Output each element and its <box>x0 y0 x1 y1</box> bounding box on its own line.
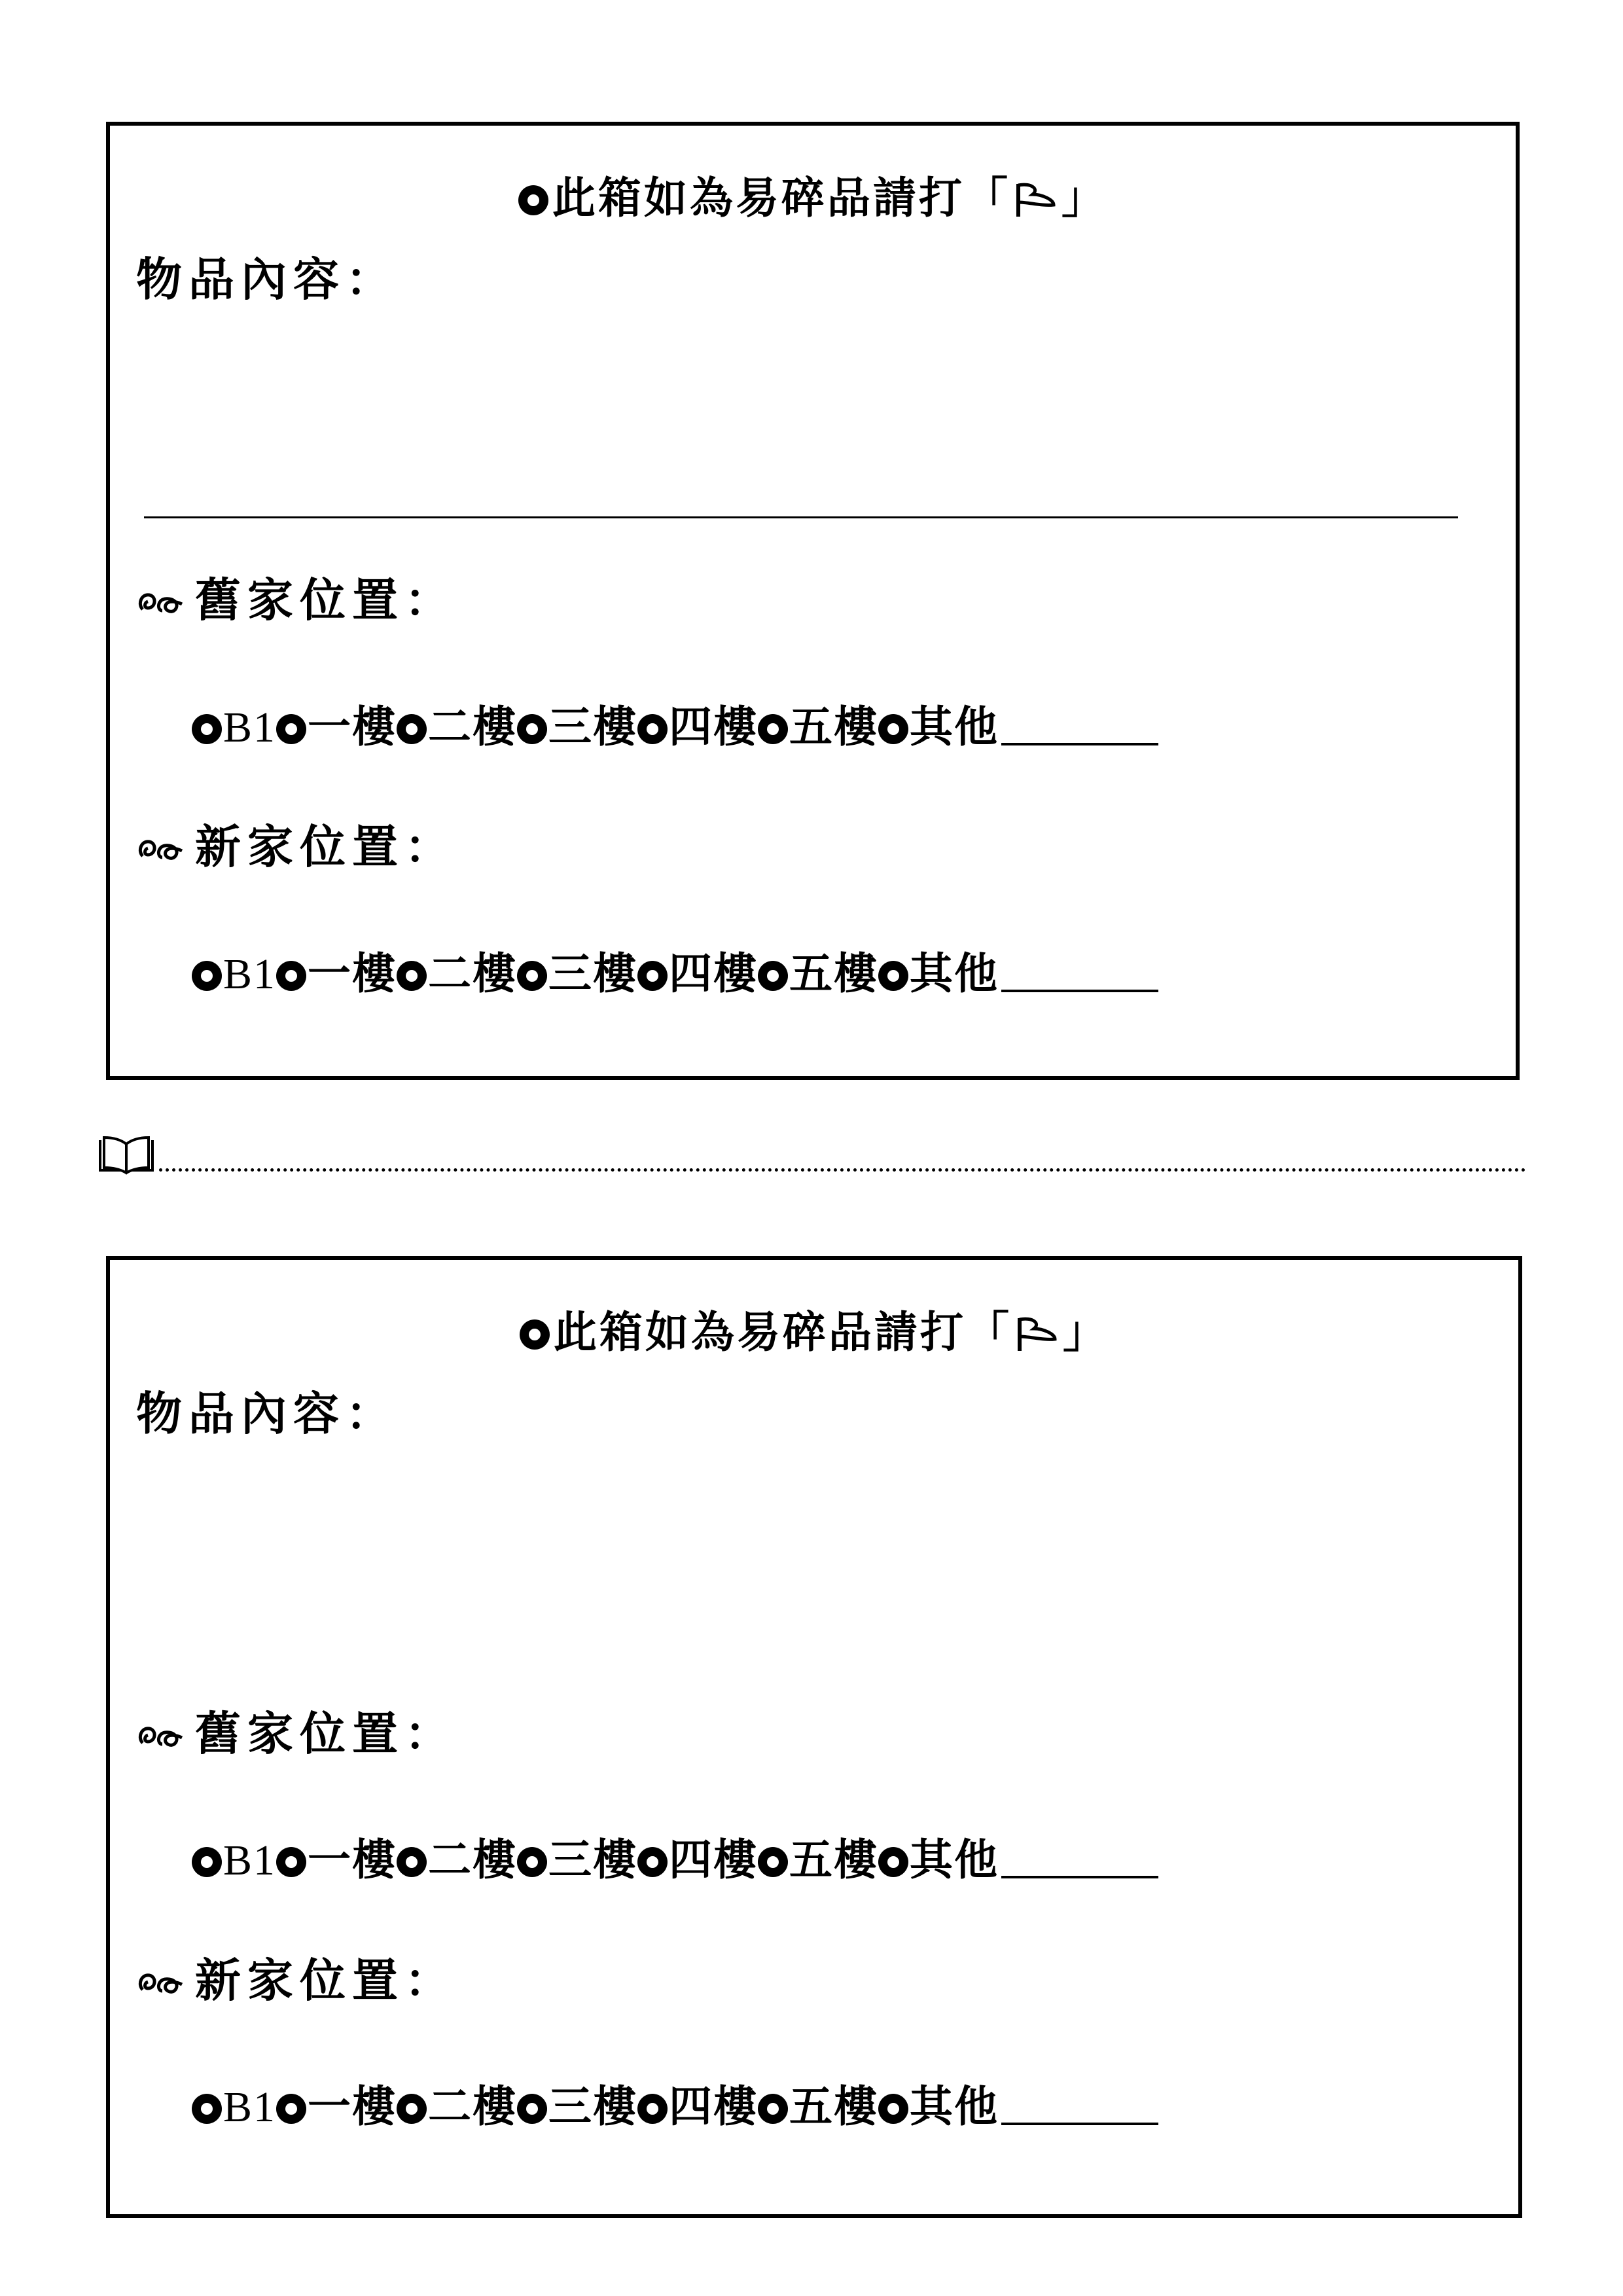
fragile-close-bracket: 」 <box>1061 172 1107 223</box>
circle-bullet-icon <box>758 714 788 744</box>
floor-option-4f[interactable]: 四樓 <box>637 2073 758 2139</box>
swirl-icon <box>136 831 192 864</box>
fragile-instruction <box>110 165 1516 230</box>
swirl-icon <box>136 584 192 617</box>
floor-option-5f[interactable]: 五樓 <box>758 1827 878 1892</box>
new-location-text: 新家位置： <box>195 1953 457 2007</box>
floor-option-b1[interactable]: B1 <box>192 2073 276 2140</box>
circle-bullet-icon <box>758 1847 788 1877</box>
dotted-cut-guide <box>159 1168 1526 1172</box>
floor-option-3f[interactable]: 三樓 <box>517 2073 637 2139</box>
contents-write-line <box>144 516 1458 518</box>
new-floor-options <box>192 2073 1158 2140</box>
circle-bullet-icon <box>276 1847 306 1877</box>
circle-bullet-icon <box>192 2094 222 2124</box>
floor-option-1f[interactable]: 一樓 <box>276 941 397 1006</box>
cut-line <box>96 1136 1526 1182</box>
circle-bullet-icon <box>878 2094 908 2124</box>
floor-option-5f[interactable]: 五樓 <box>758 941 878 1006</box>
contents-label: 物品內容： <box>136 252 398 306</box>
circle-bullet-icon <box>878 714 908 744</box>
fragile-text: 此箱如為易碎品請打「 <box>554 1306 1012 1357</box>
floor-option-2f[interactable]: 二樓 <box>397 694 517 759</box>
fragile-text: 此箱如為易碎品請打「 <box>552 172 1010 223</box>
old-floor-options <box>192 694 1158 761</box>
circle-bullet-icon <box>192 961 222 991</box>
floor-option-other[interactable]: 其他 <box>878 694 999 759</box>
floor-option-b1[interactable]: B1 <box>192 941 276 1007</box>
circle-bullet-icon <box>517 961 547 991</box>
moving-label-card-bottom <box>106 1256 1522 2218</box>
circle-bullet-icon <box>276 961 306 991</box>
circle-bullet-icon <box>276 714 306 744</box>
contents-label: 物品內容： <box>136 1386 398 1441</box>
book-icon <box>96 1136 156 1177</box>
old-floor-options <box>192 1827 1158 1893</box>
new-location-label <box>136 814 457 880</box>
flag-icon <box>1014 1314 1060 1354</box>
fragile-instruction <box>110 1299 1518 1365</box>
circle-bullet-icon <box>192 714 222 744</box>
circle-bullet-icon <box>758 961 788 991</box>
circle-bullet-icon <box>637 961 668 991</box>
swirl-icon <box>136 1718 192 1751</box>
circle-bullet-icon <box>878 1847 908 1877</box>
floor-option-b1[interactable]: B1 <box>192 694 276 761</box>
circle-bullet-icon <box>878 961 908 991</box>
swirl-icon <box>136 1965 192 1998</box>
circle-bullet-icon <box>276 2094 306 2124</box>
floor-option-other[interactable]: 其他 <box>878 941 999 1006</box>
floor-option-2f[interactable]: 二樓 <box>397 1827 517 1892</box>
other-write-line[interactable] <box>1001 2123 1158 2125</box>
circle-bullet-icon <box>397 714 427 744</box>
floor-option-2f[interactable]: 二樓 <box>397 2073 517 2139</box>
floor-option-5f[interactable]: 五樓 <box>758 2073 878 2139</box>
circle-bullet-icon <box>397 2094 427 2124</box>
circle-bullet-icon <box>637 2094 668 2124</box>
flag-icon <box>1013 180 1059 219</box>
old-location-text: 舊家位置： <box>195 573 457 627</box>
floor-option-3f[interactable]: 三樓 <box>517 1827 637 1892</box>
circle-bullet-icon <box>758 2094 788 2124</box>
old-location-text: 舊家位置： <box>195 1706 457 1761</box>
floor-option-4f[interactable]: 四樓 <box>637 694 758 759</box>
floor-option-1f[interactable]: 一樓 <box>276 694 397 759</box>
floor-option-3f[interactable]: 三樓 <box>517 941 637 1006</box>
circle-bullet-icon <box>517 1847 547 1877</box>
circle-bullet-icon <box>518 185 548 215</box>
other-write-line[interactable] <box>1001 743 1158 745</box>
floor-option-1f[interactable]: 一樓 <box>276 2073 397 2139</box>
moving-label-card-top <box>106 122 1520 1080</box>
circle-bullet-icon <box>520 1319 550 1350</box>
floor-option-other[interactable]: 其他 <box>878 1827 999 1892</box>
circle-bullet-icon <box>517 2094 547 2124</box>
floor-option-5f[interactable]: 五樓 <box>758 694 878 759</box>
circle-bullet-icon <box>517 714 547 744</box>
floor-option-2f[interactable]: 二樓 <box>397 941 517 1006</box>
floor-option-1f[interactable]: 一樓 <box>276 1827 397 1892</box>
circle-bullet-icon <box>637 714 668 744</box>
floor-option-b1[interactable]: B1 <box>192 1827 276 1893</box>
new-location-label <box>136 1948 457 2013</box>
circle-bullet-icon <box>637 1847 668 1877</box>
circle-bullet-icon <box>397 1847 427 1877</box>
floor-option-other[interactable]: 其他 <box>878 2073 999 2139</box>
new-location-text: 新家位置： <box>195 819 457 874</box>
floor-option-4f[interactable]: 四樓 <box>637 1827 758 1892</box>
other-write-line[interactable] <box>1001 1876 1158 1878</box>
old-location-label <box>136 1701 457 1767</box>
floor-option-4f[interactable]: 四樓 <box>637 941 758 1006</box>
fragile-close-bracket: 」 <box>1063 1306 1109 1357</box>
circle-bullet-icon <box>192 1847 222 1877</box>
other-write-line[interactable] <box>1001 990 1158 992</box>
new-floor-options <box>192 941 1158 1007</box>
old-location-label <box>136 567 457 633</box>
circle-bullet-icon <box>397 961 427 991</box>
floor-option-3f[interactable]: 三樓 <box>517 694 637 759</box>
